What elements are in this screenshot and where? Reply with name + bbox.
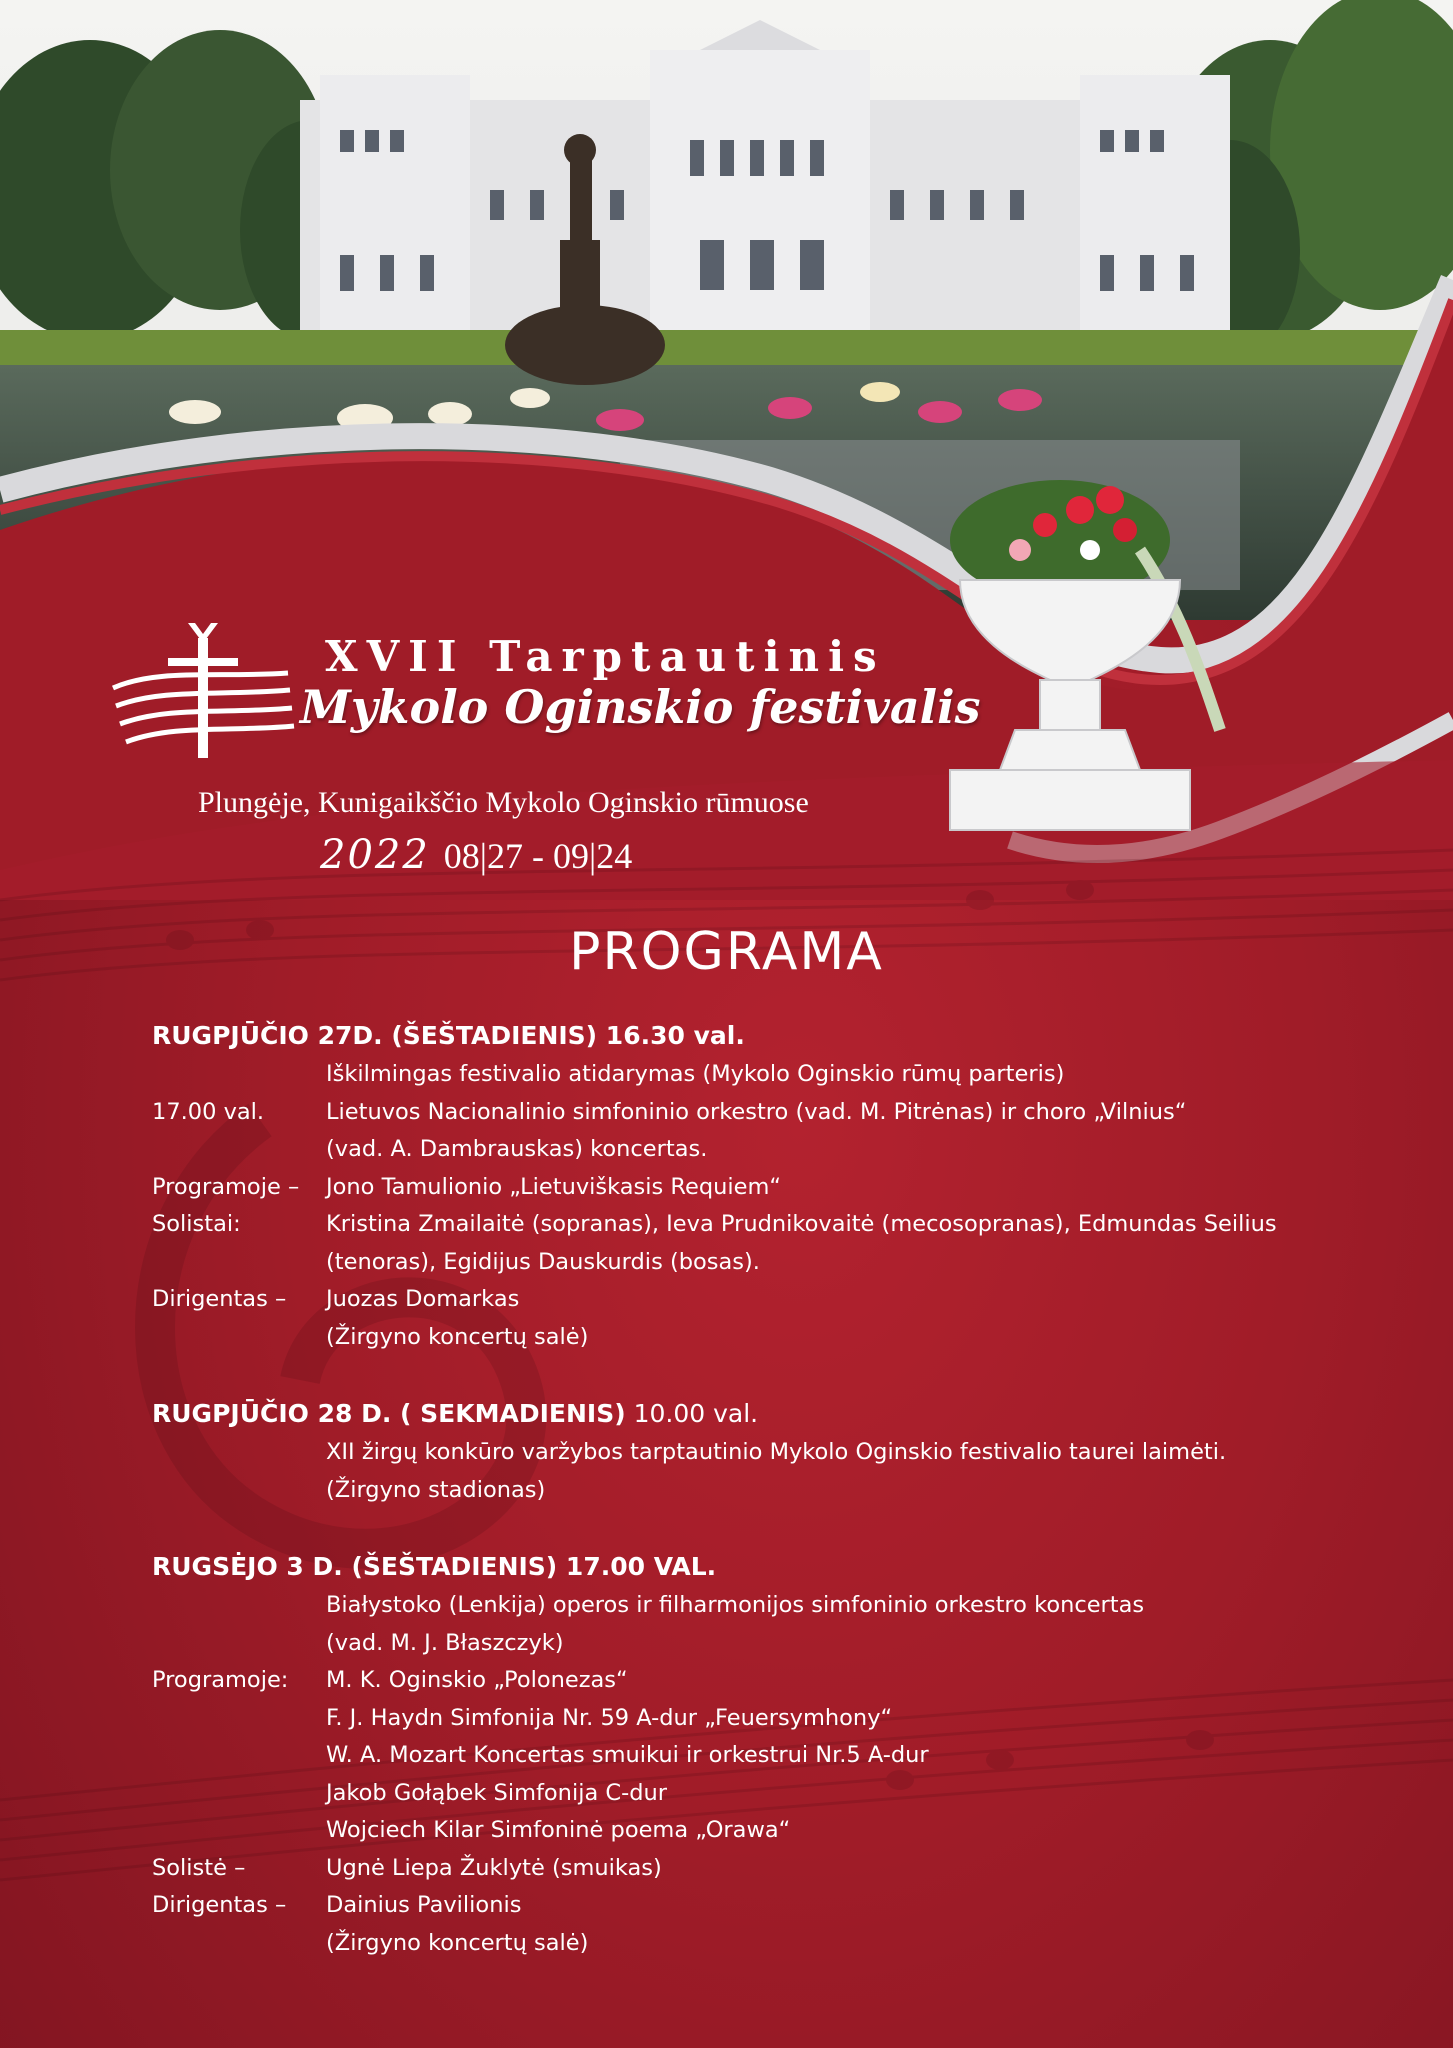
festival-edition: XVII Tarptautinis [325, 632, 886, 681]
festival-name: Mykolo Oginskio festivalis [300, 680, 981, 734]
event-heading: RUGPJŪČIO 27D. (ŠEŠTADIENIS) 16.30 val. [152, 1021, 745, 1050]
event-row: (Žirgyno stadionas) [326, 1476, 546, 1503]
festival-year: 2022 [320, 832, 430, 878]
event-row: Programoje: M. K. Oginskio „Polonezas“ [152, 1667, 628, 1693]
event-row: (vad. A. Dambrauskas) koncertas. [326, 1136, 708, 1162]
event-row: (Žirgyno koncertų salė) [326, 1929, 589, 1956]
festival-dates [320, 832, 632, 878]
festival-venue: Plungėje, Kunigaikščio Mykolo Oginskio rūmuose [198, 786, 809, 819]
festival-date-range: 08|27 - 09|24 [443, 836, 633, 876]
event-row: (tenoras), Egidijus Dauskurdis (bosas). [326, 1248, 760, 1275]
event-row: (vad. M. J. Błaszczyk) [326, 1629, 564, 1656]
event-row: Jakob Gołąbek Simfonija C-dur [326, 1779, 668, 1806]
event-sep-3 [152, 1547, 1382, 1962]
event-row: XII žirgų konkūro varžybos tarptautinio Mykolo Oginskio festivalio taurei laimėti. [326, 1439, 1227, 1465]
event-row: Iškilmingas festivalio atidarymas (Mykolo Oginskio rūmų parteris) [326, 1061, 1065, 1087]
event-row: Solistai: Kristina Zmailaitė (sopranas), Ieva Prudnikovaitė (mecosopranas), Edmundas Seilius [152, 1211, 1277, 1237]
event-row: Dirigentas – Dainius Pavilionis [152, 1892, 522, 1918]
event-row: F. J. Haydn Simfonija Nr. 59 A-dur „Feuersymhony“ [326, 1704, 893, 1731]
event-row: Białystoko (Lenkija) operos ir filharmonijos simfoninio orkestro koncertas [326, 1592, 1145, 1618]
event-aug-28 [152, 1394, 1382, 1509]
program-heading: PROGRAMA [569, 922, 884, 982]
event-aug-27 [152, 1016, 1382, 1356]
event-row: 17.00 val. Lietuvos Nacionalinio simfoninio orkestro (vad. M. Pitrėnas) ir choro „Vilnius“ [152, 1098, 1187, 1125]
flower-urn [920, 470, 1300, 870]
event-row: (Žirgyno koncertų salė) [326, 1323, 589, 1350]
festival-logo [108, 618, 298, 768]
event-row: Solistė – Ugnė Liepa Žuklytė (smuikas) [152, 1854, 662, 1881]
event-heading: RUGPJŪČIO 28 D. ( SEKMADIENIS) 10.00 val. [152, 1399, 759, 1428]
event-row: W. A. Mozart Koncertas smuikui ir orkestrui Nr.5 A-dur [326, 1742, 929, 1768]
event-heading: RUGSĖJO 3 D. (ŠEŠTADIENIS) 17.00 VAL. [152, 1552, 717, 1581]
event-row: Dirigentas – Juozas Domarkas [152, 1286, 520, 1312]
event-row: Programoje – Jono Tamulionio „Lietuviškasis Requiem“ [152, 1173, 782, 1200]
program-list [152, 1016, 1382, 1962]
event-row: Wojciech Kilar Simfoninė poema „Orawa“ [326, 1817, 791, 1843]
